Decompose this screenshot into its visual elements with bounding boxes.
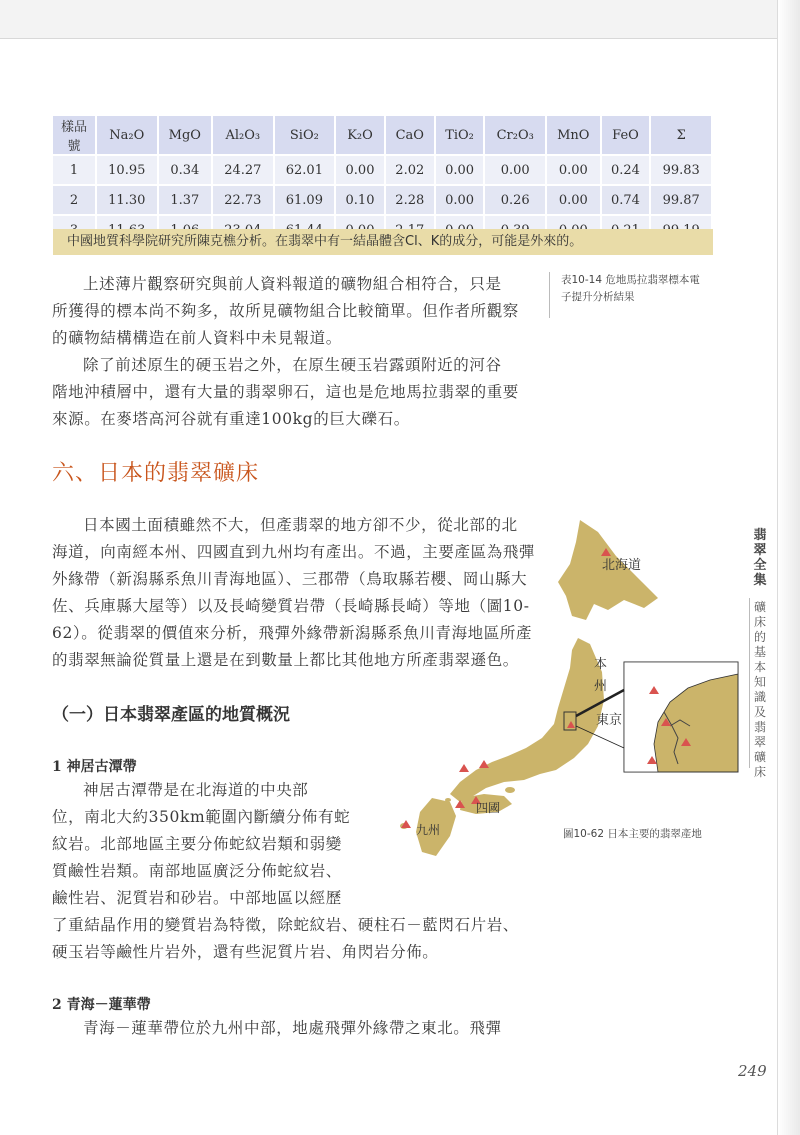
table-header-row — [53, 116, 712, 155]
text-line: 佐、兵庫縣大屋等）以及長崎變質岩帶（長崎縣長崎）等地（圖10- — [52, 597, 530, 615]
table-cell: 2 — [53, 185, 96, 215]
paragraph-2 — [52, 352, 537, 433]
item-2-text — [52, 1015, 537, 1042]
table-cell: 2.28 — [385, 185, 435, 215]
table-footnote: 中國地質科學院研究所陳克樵分析。在翡翠中有一結晶體含Cl、K的成分，可能是外來的。 — [53, 229, 713, 255]
table-header-cell: SiO₂ — [274, 116, 336, 155]
oxide-analysis-table — [53, 116, 713, 246]
map-caption: 圖10-62 日本主要的翡翠產地 — [563, 828, 702, 840]
table-header-cell: Na₂O — [96, 116, 158, 155]
page-edge — [777, 0, 800, 1135]
table-header-cell: Cr₂O₃ — [484, 116, 546, 155]
map-label-honshu: 州 — [594, 679, 608, 694]
table-header-cell: Al₂O₃ — [212, 116, 274, 155]
map-label-hokkaido: 北海道 — [602, 558, 642, 573]
text-line: 了重結晶作用的變質岩為特徵，除蛇紋岩、硬柱石－藍閃石片岩、 — [52, 916, 519, 934]
japan-jade-map — [380, 512, 740, 872]
side-divider — [749, 598, 750, 768]
table-cell: 0.00 — [546, 155, 601, 185]
table-header-cell: FeO — [601, 116, 651, 155]
table-cell: 61.09 — [274, 185, 336, 215]
table-cell: 0.24 — [601, 155, 651, 185]
table-cell: 62.01 — [274, 155, 336, 185]
table-caption-line: 表10-14 危地馬拉翡翠標本電 — [561, 274, 700, 286]
table-cell: 24.27 — [212, 155, 274, 185]
map-label-kyushu: 九州 — [416, 823, 441, 837]
table-header-cell: MgO — [158, 116, 213, 155]
table-header-cell: CaO — [385, 116, 435, 155]
table-cell: 99.83 — [650, 155, 712, 185]
table-cell: 1.37 — [158, 185, 213, 215]
text-line: 日本國土面積雖然不大，但產翡翠的地方卻不少，從北部的北 — [83, 516, 518, 534]
table-cell: 0.00 — [484, 155, 546, 185]
text-line: 階地沖積層中，還有大量的翡翠卵石，這也是危地馬拉翡翠的重要 — [52, 383, 519, 401]
text-line: 硬玉岩等鹼性片岩外，還有些泥質片岩、角閃岩分佈。 — [52, 943, 439, 961]
text-line: 外緣帶（新潟縣系魚川青海地區）、三郡帶（鳥取縣若櫻、岡山縣大 — [52, 570, 528, 588]
island — [505, 787, 515, 793]
text-line: 的翡翠無論從質量上還是在到數量上都比其他地方所產翡翠遜色。 — [52, 651, 519, 669]
jade-site-marker — [459, 764, 469, 772]
table-cell: 0.34 — [158, 155, 213, 185]
map-label-shikoku: 四國 — [476, 801, 501, 815]
table-cell: 22.73 — [212, 185, 274, 215]
table-cell: 0.00 — [546, 185, 601, 215]
table-header-cell: K₂O — [335, 116, 385, 155]
table-cell: 1 — [53, 155, 96, 185]
section-title: 六、日本的翡翠礦床 — [52, 461, 260, 486]
page-number: 249 — [738, 1062, 767, 1080]
table-cell: 0.26 — [484, 185, 546, 215]
text-line: 紋岩。北部地區主要分佈蛇紋岩類和弱變 — [52, 835, 342, 853]
text-line: 鹼性岩、泥質岩和砂岩。中部地區以經歷 — [52, 889, 342, 907]
item-1-title: 1 神居古潭帶 — [52, 759, 137, 775]
text-line: 神居古潭帶是在北海道的中央部 — [83, 781, 309, 799]
table-caption — [561, 272, 700, 306]
text-line: 62）。從翡翠的價值來分析，飛彈外緣帶新潟縣系魚川青海地區所產 — [52, 624, 533, 642]
text-line: 質鹼性岩類。南部地區廣泛分佈蛇紋岩、 — [52, 862, 342, 880]
table-cell: 0.00 — [335, 155, 385, 185]
map-label-honshu: 本 — [594, 657, 608, 672]
side-title: 翡翠全集 — [753, 528, 767, 588]
table-cell: 10.95 — [96, 155, 158, 185]
table-cell: 0.00 — [435, 185, 485, 215]
honshu-landmass — [450, 638, 604, 802]
subsection-title: （一）日本翡翠產區的地質概況 — [52, 705, 290, 725]
table-cell: 0.10 — [335, 185, 385, 215]
side-subtitle: 礦床的基本知識及翡翠礦床 — [753, 600, 766, 779]
table-cell: 0.00 — [435, 155, 485, 185]
table-cell: 11.30 — [96, 185, 158, 215]
table-row — [53, 155, 712, 185]
table-header-cell: TiO₂ — [435, 116, 485, 155]
item-2-title: 2 青海－蓮華帶 — [52, 997, 151, 1013]
scan-top-border — [0, 0, 800, 39]
map-label-tokyo: 東京 — [596, 713, 623, 728]
table-caption-line: 子提升分析結果 — [561, 291, 635, 303]
table-header-cell: Σ — [650, 116, 712, 155]
text-line: 除了前述原生的硬玉岩之外，在原生硬玉岩露頭附近的河谷 — [83, 356, 502, 374]
table-cell: 99.87 — [650, 185, 712, 215]
text-line: 位，南北大約350km範圍內斷續分佈有蛇 — [52, 808, 351, 826]
text-line: 的礦物結構構造在前人資料中未見報道。 — [52, 329, 342, 347]
table-row — [53, 185, 712, 215]
table-cell: 0.74 — [601, 185, 651, 215]
text-line: 來源。在麥塔高河谷就有重達100kg的巨大礫石。 — [52, 410, 410, 428]
paragraph-1 — [52, 271, 537, 352]
text-line: 上述薄片觀察研究與前人資料報道的礦物組合相符合，只是 — [83, 275, 502, 293]
text-line: 青海－蓮華帶位於九州中部，地處飛彈外緣帶之東北。飛彈 — [83, 1019, 502, 1037]
table-header-cell: MnO — [546, 116, 601, 155]
table-header-cell: 樣品號 — [53, 116, 96, 155]
table-cell: 2.02 — [385, 155, 435, 185]
island — [445, 798, 451, 802]
caption-divider — [549, 272, 550, 318]
text-line: 所獲得的標本尚不夠多，故所見礦物組合比較簡單。但作者所觀察 — [52, 302, 519, 320]
jade-site-marker — [479, 760, 489, 768]
text-line: 海道，向南經本州、四國直到九州均有產出。不過，主要產區為飛彈 — [52, 543, 536, 561]
